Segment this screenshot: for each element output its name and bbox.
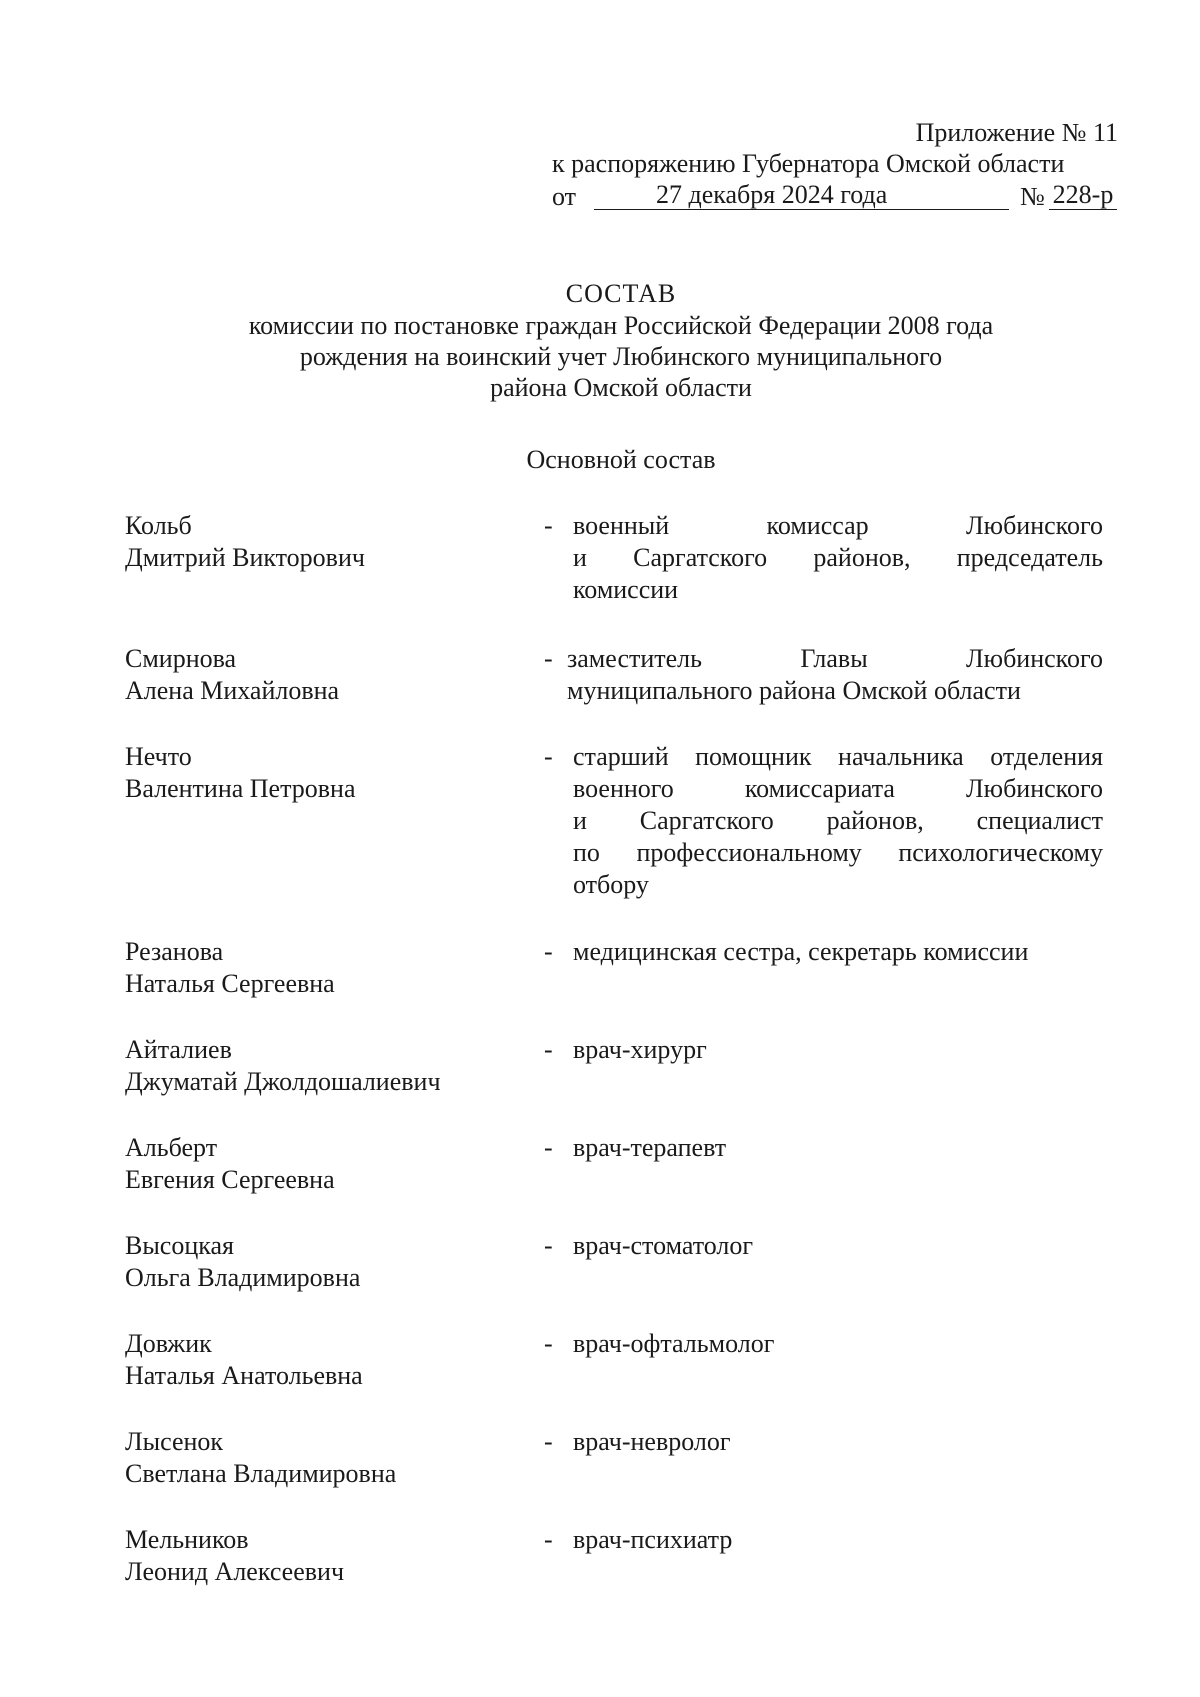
dash: - bbox=[544, 1525, 553, 1554]
member-surname: Айталиев bbox=[125, 1035, 232, 1064]
member-name bbox=[125, 1132, 525, 1196]
role-line: врач-стоматолог bbox=[573, 1231, 754, 1260]
member-surname: Высоцкая bbox=[125, 1231, 235, 1260]
member-role bbox=[573, 510, 1103, 606]
member-role bbox=[573, 1426, 1103, 1458]
role-line: медицинская сестра, секретарь комиссии bbox=[573, 937, 1029, 966]
member-surname: Мельников bbox=[125, 1525, 249, 1554]
role-line: отбору bbox=[573, 870, 649, 899]
member-given-name: Алена Михайловна bbox=[125, 676, 340, 705]
dash: - bbox=[544, 1231, 553, 1260]
dash: - bbox=[544, 1035, 553, 1064]
document-heading bbox=[0, 278, 1200, 403]
number-sign: № bbox=[1020, 182, 1045, 211]
member-name bbox=[125, 1328, 525, 1392]
dash: - bbox=[544, 1329, 553, 1358]
member-surname: Кольб bbox=[125, 511, 192, 540]
role-line: и Саргатского районов, председатель bbox=[573, 543, 1103, 572]
dash: - bbox=[544, 1133, 553, 1162]
member-given-name: Наталья Сергеевна bbox=[125, 969, 335, 998]
member-row bbox=[125, 1328, 1120, 1426]
member-role bbox=[573, 936, 1103, 968]
number-value: 228-р bbox=[1052, 180, 1114, 209]
role-line: и Саргатского районов, специалист bbox=[573, 806, 1103, 835]
member-name bbox=[125, 510, 525, 574]
member-name bbox=[125, 1034, 525, 1098]
member-role bbox=[573, 1328, 1103, 1360]
member-given-name: Светлана Владимировна bbox=[125, 1459, 397, 1488]
role-line: комиссии bbox=[573, 575, 679, 604]
member-role bbox=[573, 1132, 1103, 1164]
member-name bbox=[125, 936, 525, 1000]
member-role bbox=[573, 741, 1103, 901]
members-list bbox=[125, 510, 1120, 1594]
member-given-name: Наталья Анатольевна bbox=[125, 1361, 363, 1390]
role-line: муниципального района Омской области bbox=[567, 676, 1021, 705]
role-line: врач-хирург bbox=[573, 1035, 707, 1064]
member-given-name: Джуматай Джолдошалиевич bbox=[125, 1067, 441, 1096]
member-given-name: Валентина Петровна bbox=[125, 774, 356, 803]
role-line: врач-психиатр bbox=[573, 1525, 733, 1554]
member-surname: Нечто bbox=[125, 742, 192, 771]
dash: - bbox=[544, 511, 553, 540]
member-role bbox=[573, 1230, 1103, 1262]
document-title: СОСТАВ bbox=[565, 279, 677, 308]
member-surname: Альберт bbox=[125, 1133, 218, 1162]
member-name bbox=[125, 1230, 525, 1294]
member-row bbox=[125, 936, 1120, 1034]
member-name bbox=[125, 1426, 525, 1490]
member-row bbox=[125, 643, 1120, 741]
section-label: Основной состав bbox=[526, 445, 716, 474]
date-field bbox=[594, 179, 1009, 210]
appendix-date-line bbox=[552, 179, 1118, 213]
member-row bbox=[125, 1426, 1120, 1524]
appendix-title: Приложение № 11 bbox=[915, 118, 1118, 147]
member-role bbox=[573, 1524, 1103, 1556]
role-line: по профессиональному психологическому bbox=[573, 838, 1103, 867]
member-given-name: Евгения Сергеевна bbox=[125, 1165, 335, 1194]
role-line: военный комиссар Любинского bbox=[573, 511, 1103, 540]
member-given-name: Ольга Владимировна bbox=[125, 1263, 361, 1292]
role-line: старший помощник начальника отделения bbox=[573, 742, 1103, 771]
heading-line-3: района Омской области bbox=[490, 373, 752, 402]
member-name bbox=[125, 1524, 525, 1588]
member-row bbox=[125, 1230, 1120, 1328]
dash: - bbox=[544, 644, 553, 673]
heading-line-2: рождения на воинский учет Любинского муниципального bbox=[299, 342, 943, 371]
member-surname: Смирнова bbox=[125, 644, 237, 673]
member-role bbox=[567, 643, 1103, 707]
member-row bbox=[125, 1034, 1120, 1132]
member-surname: Резанова bbox=[125, 937, 224, 966]
member-name bbox=[125, 643, 525, 707]
dash: - bbox=[544, 937, 553, 966]
heading-line-1: комиссии по постановке граждан Российской Федерации 2008 года bbox=[248, 311, 994, 340]
role-line: военного комиссариата Любинского bbox=[573, 774, 1103, 803]
role-line: врач-терапевт bbox=[573, 1133, 727, 1162]
member-given-name: Леонид Алексеевич bbox=[125, 1557, 345, 1586]
date-value: 27 декабря 2024 года bbox=[656, 180, 888, 209]
role-line: врач-невролог bbox=[573, 1427, 731, 1456]
member-row bbox=[125, 1132, 1120, 1230]
role-line: врач-офтальмолог bbox=[573, 1329, 775, 1358]
dash: - bbox=[544, 742, 553, 771]
member-row bbox=[125, 741, 1120, 936]
member-surname: Довжик bbox=[125, 1329, 212, 1358]
member-row bbox=[125, 1524, 1120, 1594]
member-given-name: Дмитрий Викторович bbox=[125, 543, 365, 572]
date-prefix: от bbox=[552, 182, 577, 211]
number-field bbox=[1049, 179, 1117, 210]
appendix-reference-text: к распоряжению Губернатора Омской области bbox=[552, 149, 1065, 178]
appendix-reference bbox=[552, 117, 1118, 213]
dash: - bbox=[544, 1427, 553, 1456]
member-name bbox=[125, 741, 525, 805]
member-role bbox=[573, 1034, 1103, 1066]
member-surname: Лысенок bbox=[125, 1427, 224, 1456]
member-row bbox=[125, 510, 1120, 643]
role-line: заместитель Главы Любинского bbox=[567, 644, 1103, 673]
